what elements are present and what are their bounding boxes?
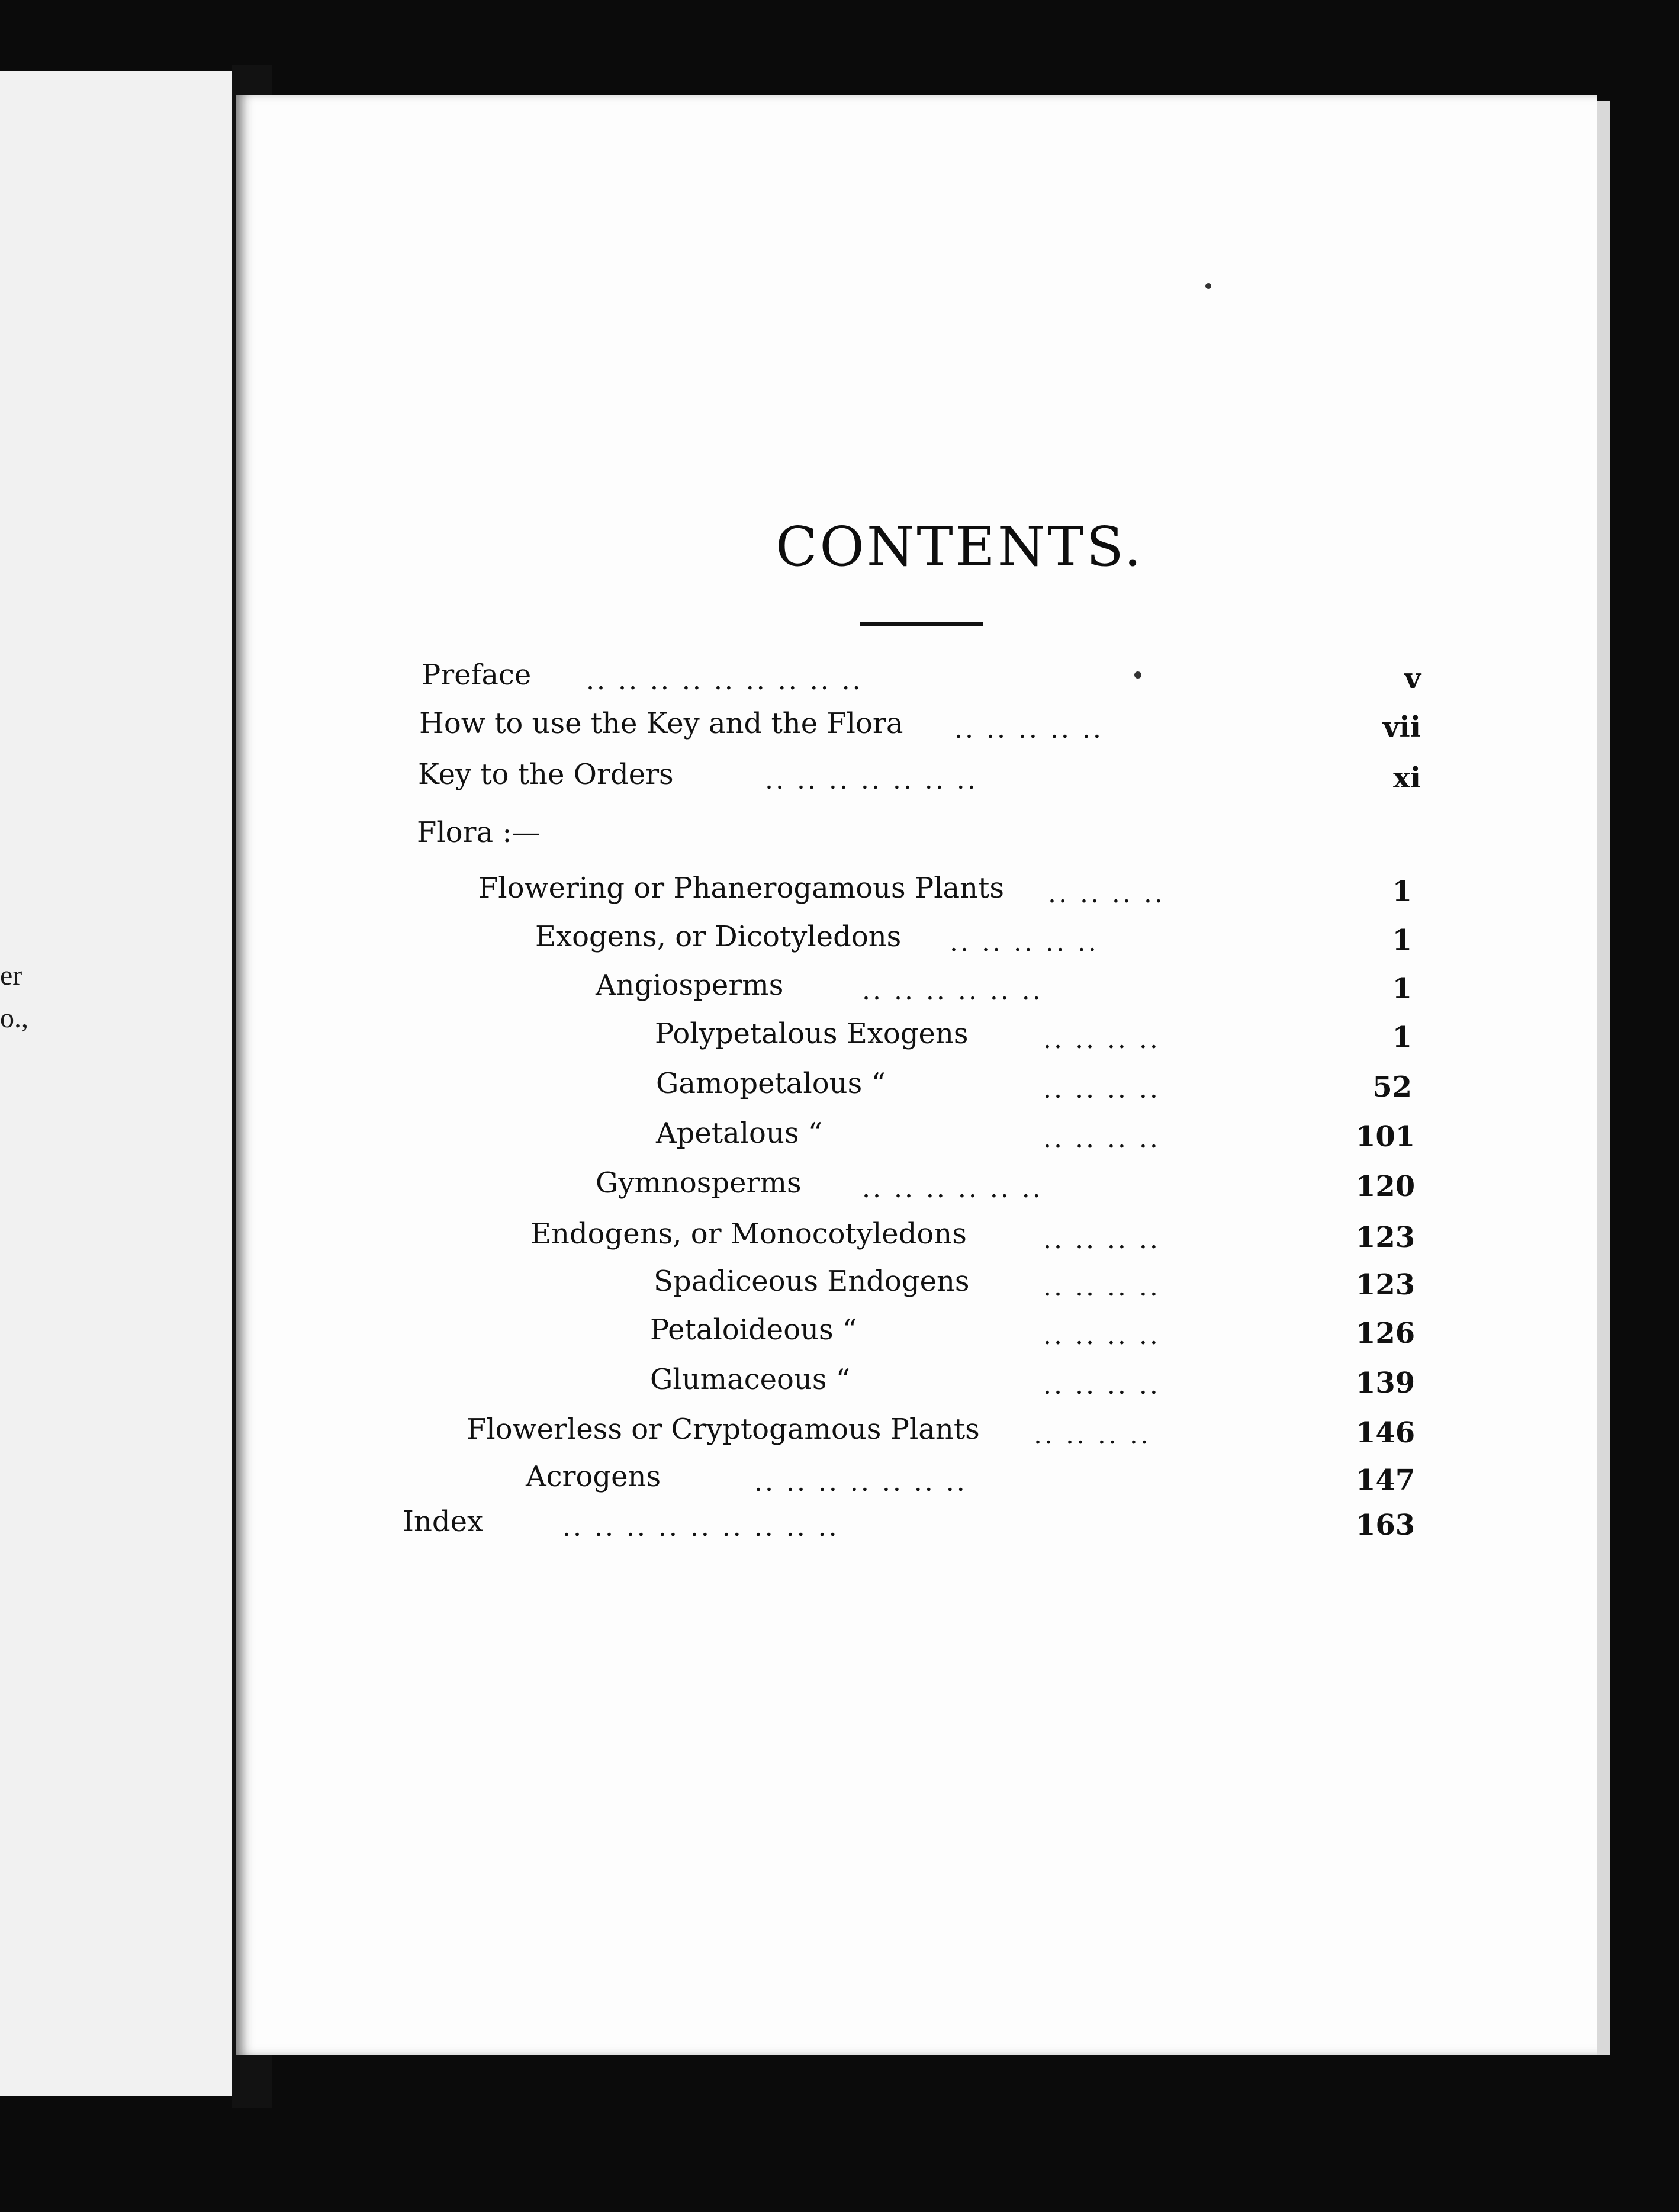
- toc-label: Flowering or Phanerogamous Plants: [478, 872, 1004, 905]
- toc-page-number: 1: [1392, 924, 1412, 957]
- toc-leader-dots: .. .. .. .. .. ..: [862, 976, 1043, 1006]
- toc-leader-dots: .. .. .. ..: [1043, 1074, 1160, 1104]
- toc-leader-dots: .. .. .. ..: [1043, 1224, 1160, 1255]
- toc-leader-dots: .. .. .. ..: [1034, 1420, 1151, 1450]
- left-page-fragment: o.,: [0, 1002, 28, 1034]
- toc-leader-dots: .. .. .. .. ..: [954, 714, 1104, 744]
- toc-label: Exogens, or Dicotyledons: [535, 920, 902, 953]
- toc-leader-dots: .. .. .. .. .. .. ..: [765, 765, 978, 795]
- toc-entry-apetalous: [0, 1115, 1679, 1154]
- toc-entry-spadiceous: [0, 1263, 1679, 1302]
- toc-label: Flowerless or Cryptogamous Plants: [467, 1413, 980, 1446]
- toc-leader-dots: .. .. .. .. .. .. .. .. ..: [586, 665, 863, 696]
- toc-page-number: 1: [1392, 1021, 1412, 1054]
- toc-entry-key-to-orders: [0, 757, 1679, 795]
- toc-entry-petaloideous: [0, 1312, 1679, 1351]
- toc-page-number: 139: [1356, 1367, 1416, 1400]
- toc-label: Preface: [422, 658, 532, 692]
- toc-entry-endogens: [0, 1216, 1679, 1255]
- toc-leader-dots: .. .. .. .. .. ..: [862, 1173, 1043, 1204]
- toc-label: Apetalous “: [656, 1117, 823, 1150]
- toc-page-number: 123: [1356, 1268, 1416, 1301]
- toc-entry-exogens: [0, 919, 1679, 957]
- toc-page-number: xi: [1393, 761, 1421, 795]
- toc-label: Endogens, or Monocotyledons: [530, 1217, 967, 1250]
- toc-page-number: vii: [1382, 710, 1421, 744]
- toc-entry-acrogens: [0, 1459, 1679, 1497]
- toc-leader-dots: .. .. .. ..: [1043, 1024, 1160, 1054]
- toc-label: Spadiceous Endogens: [654, 1265, 970, 1298]
- toc-entry-glumaceous: [0, 1362, 1679, 1400]
- toc-page-number: 147: [1356, 1464, 1416, 1497]
- left-page-fragment: er: [0, 960, 22, 991]
- toc-page-number: 163: [1356, 1509, 1416, 1542]
- toc-page-number: v: [1404, 662, 1421, 695]
- toc-label: Petaloideous “: [650, 1313, 857, 1346]
- toc-entry-gamopetalous: [0, 1066, 1679, 1104]
- toc-page-number: 120: [1356, 1170, 1416, 1203]
- toc-label: Gymnosperms: [596, 1166, 802, 1200]
- toc-entry-flora: [0, 815, 1679, 850]
- toc-leader-dots: .. .. .. ..: [1043, 1272, 1160, 1302]
- toc-label: Index: [403, 1505, 484, 1538]
- toc-entry-polypetalous: [0, 1016, 1679, 1052]
- toc-page-number: 123: [1356, 1221, 1416, 1254]
- toc-entry-flowerless-plants: [0, 1412, 1679, 1450]
- toc-leader-dots: .. .. .. ..: [1048, 879, 1165, 909]
- toc-leader-dots: .. .. .. .. .. .. .. .. ..: [562, 1512, 840, 1542]
- toc-entry-preface: [0, 657, 1679, 696]
- toc-entry-gymnosperms: [0, 1165, 1679, 1204]
- toc-page-number: 52: [1372, 1070, 1412, 1104]
- toc-label: Gamopetalous “: [656, 1067, 886, 1100]
- page-title: CONTENTS.: [776, 515, 1144, 578]
- toc-entry-flowering-plants: [0, 870, 1679, 909]
- title-rule: [860, 622, 983, 626]
- toc-label: Acrogens: [526, 1460, 661, 1493]
- toc-entry-how-to-use: [0, 706, 1679, 744]
- toc-label: Angiosperms: [596, 969, 784, 1002]
- toc-leader-dots: .. .. .. ..: [1043, 1370, 1160, 1400]
- toc-label: Polypetalous Exogens: [655, 1017, 969, 1050]
- toc-entry-index: [0, 1504, 1679, 1542]
- toc-label: Key to the Orders: [418, 758, 674, 791]
- toc-entry-angiosperms: [0, 967, 1679, 1006]
- toc-page-number: 1: [1392, 875, 1412, 908]
- toc-page-number: 126: [1356, 1317, 1416, 1350]
- toc-label: Flora :—: [417, 816, 541, 849]
- toc-label: How to use the Key and the Flora: [419, 707, 903, 740]
- toc-page-number: 1: [1392, 972, 1412, 1005]
- toc-leader-dots: .. .. .. ..: [1043, 1320, 1160, 1351]
- toc-leader-dots: .. .. .. ..: [1043, 1124, 1160, 1154]
- paper-speck: [1205, 283, 1211, 289]
- toc-leader-dots: .. .. .. .. ..: [950, 927, 1099, 957]
- toc-label: Glumaceous “: [650, 1363, 851, 1396]
- toc-page-number: 146: [1356, 1416, 1416, 1449]
- toc-page-number: 101: [1356, 1120, 1416, 1153]
- toc-leader-dots: .. .. .. .. .. .. ..: [754, 1467, 967, 1497]
